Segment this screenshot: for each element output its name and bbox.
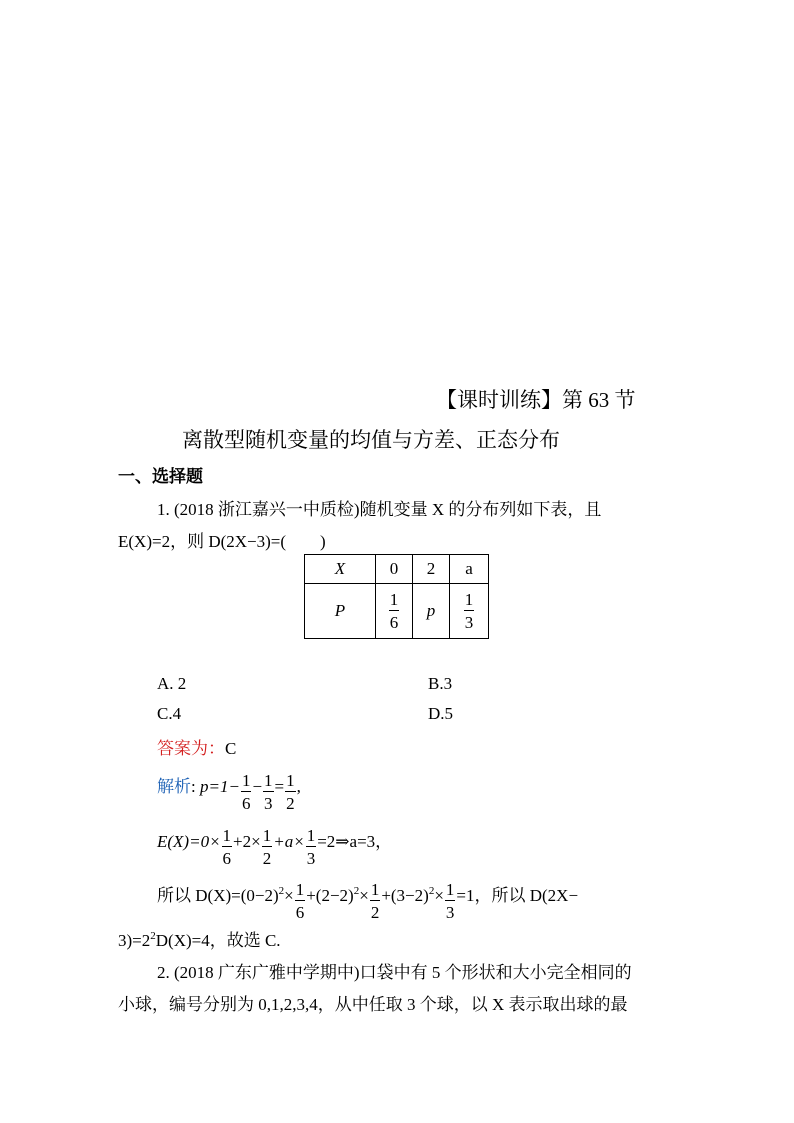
lesson-header: 【课时训练】第 63 节 bbox=[436, 388, 636, 412]
analysis-line-2: E(X)=0× $\frac{1}{6}$ +2× $\frac{1}{2}$ +a× $\frac{1}{3}$ =2⇒a=3， bbox=[157, 826, 393, 868]
table-cell: p bbox=[413, 584, 450, 639]
option-a: A. 2 bbox=[157, 674, 187, 693]
section-title: 一、选择题 bbox=[118, 467, 203, 486]
table-row bbox=[305, 555, 489, 584]
fraction: $\frac{1}{2}$ bbox=[286, 771, 295, 813]
distribution-table bbox=[304, 554, 489, 639]
table-cell bbox=[376, 584, 413, 639]
question-2-line-1: 2. (2018 广东广雅中学期中)口袋中有 5 个形状和大小完全相同的 bbox=[157, 963, 632, 982]
fraction: $\frac{1}{3}$ bbox=[445, 880, 455, 922]
option-c: C.4 bbox=[157, 704, 182, 723]
table-row bbox=[305, 584, 489, 639]
answer-label: 答案为： bbox=[157, 739, 225, 758]
fraction: $\frac{1}{3}$ bbox=[264, 771, 273, 813]
analysis-line-4: $3)=2^2D(X)=4$，故选 C. bbox=[118, 930, 281, 950]
table-cell: 0 bbox=[376, 555, 413, 584]
table-cell bbox=[450, 584, 489, 639]
question-2-line-2: 小球，编号分别为 0,1,2,3,4，从中任取 3 个球，以 X 表示取出球的最 bbox=[118, 995, 628, 1014]
fraction: $\frac{1}{3}$ bbox=[464, 590, 474, 632]
table-cell: X bbox=[305, 555, 376, 584]
table-cell: 2 bbox=[413, 555, 450, 584]
analysis-line-3: 所以 $D(X)=(0-2)^2\times$ $\frac{1}{6}$ $+(2-2)^2\times$ $\frac{1}{2}$ $+(3-2)^2\times$ $\frac{1}{3}$ =1，所以 D(2X− bbox=[157, 880, 579, 922]
question-1-line-1: 1. (2018 浙江嘉兴一中质检)随机变量 X 的分布列如下表，且 bbox=[157, 500, 602, 519]
lesson-title: 离散型随机变量的均值与方差、正态分布 bbox=[182, 428, 560, 452]
fraction: $\frac{1}{2}$ bbox=[262, 826, 272, 868]
table-cell: P bbox=[305, 584, 376, 639]
fraction: $\frac{1}{6}$ bbox=[295, 880, 305, 922]
option-d: D.5 bbox=[428, 704, 454, 723]
option-b: B.3 bbox=[428, 674, 453, 693]
fraction: $\frac{1}{2}$ bbox=[370, 880, 380, 922]
fraction: $\frac{1}{6}$ bbox=[241, 771, 251, 813]
answer-line bbox=[157, 734, 236, 759]
fraction: $\frac{1}{6}$ bbox=[389, 590, 399, 632]
answer-value: C bbox=[225, 739, 237, 758]
table-cell: a bbox=[450, 555, 489, 584]
fraction: $\frac{1}{3}$ bbox=[306, 826, 316, 868]
analysis-label: 解析 bbox=[157, 776, 191, 796]
question-1-line-2: E(X)=2，则 D(2X−3)=( ) bbox=[118, 532, 326, 551]
analysis-line-1: 解析: p=1− $\frac{1}{6}$ − $\frac{1}{3}$ = $\frac{1}{2}$ , bbox=[157, 771, 301, 813]
fraction: $\frac{1}{6}$ bbox=[222, 826, 232, 868]
